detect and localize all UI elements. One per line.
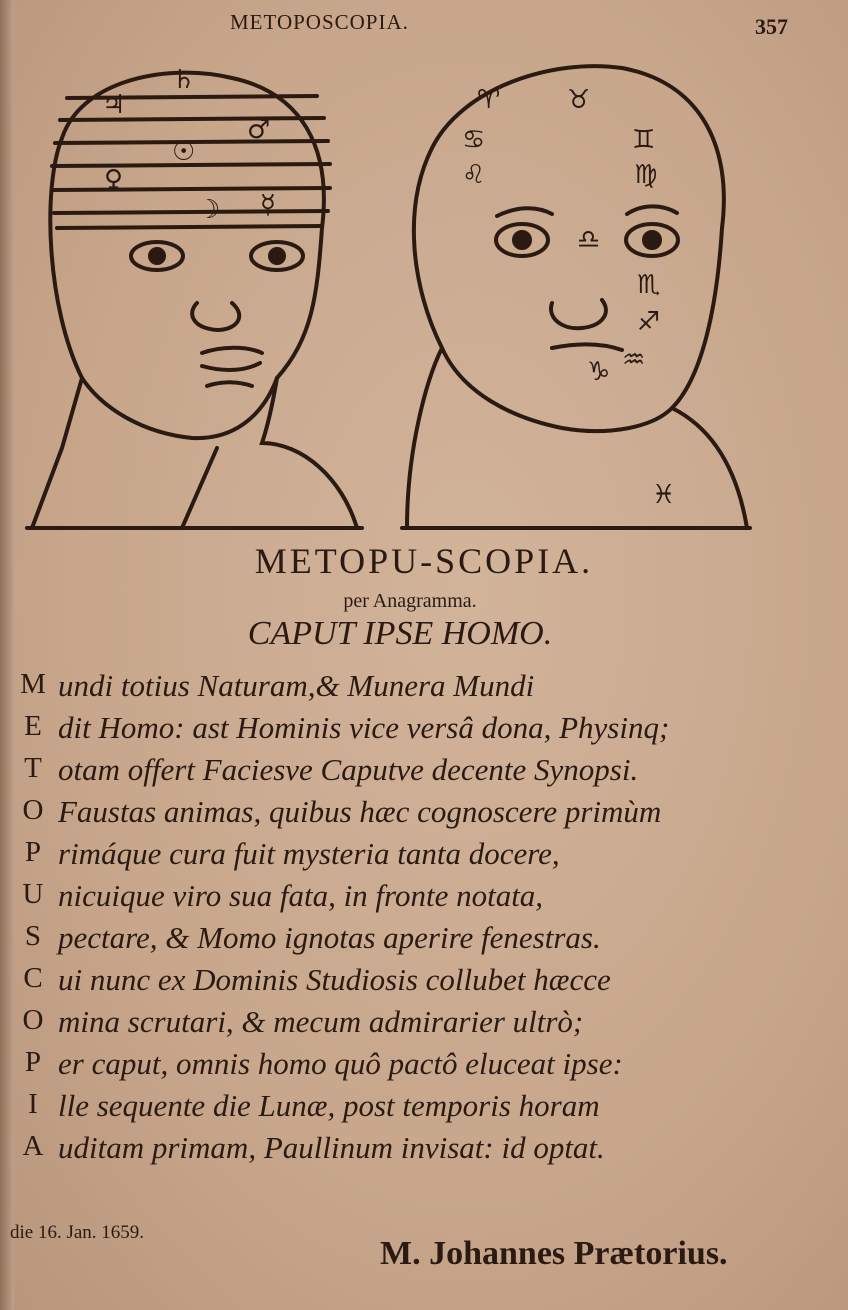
taurus-symbol: ♉ <box>567 85 591 115</box>
leo-symbol: ♌ <box>462 160 486 190</box>
mercury-symbol: ☿ <box>260 190 276 220</box>
acrostic-letter: A <box>22 1130 44 1162</box>
plate-subtitle: per Anagramma. <box>343 590 477 612</box>
pisces-symbol: ♓ <box>652 480 676 510</box>
right-head-drawing <box>402 66 750 528</box>
gemini-symbol: ♊ <box>632 125 656 155</box>
woodcut-illustration <box>22 48 762 548</box>
anagram-line: CAPUT IPSE HOMO. <box>247 615 553 652</box>
acrostic-letter: E <box>24 710 42 742</box>
verse-line: otam offert Faciesve Caputve decente Synopsi. <box>58 752 639 787</box>
mars-symbol: ♂ <box>247 115 271 145</box>
author-signature: M. Johannes Prætorius. <box>380 1235 728 1272</box>
verse-line: pectare, & Momo ignotas aperire fenestras. <box>58 920 601 955</box>
acrostic-letter: M <box>20 668 46 700</box>
acrostic-letter: O <box>22 794 44 826</box>
jupiter-symbol: ♃ <box>102 90 126 120</box>
venus-symbol: ♀ <box>104 165 124 195</box>
acrostic-letter: P <box>24 1046 42 1078</box>
saturn-symbol: ♄ <box>172 65 196 95</box>
verse-line: ui nunc ex Dominis Studiosis collubet hæcce <box>58 962 611 997</box>
verse-line: lle sequente die Lunæ, post temporis horam <box>58 1088 600 1123</box>
sagittarius-symbol: ♐ <box>637 307 661 337</box>
sun-symbol: ☉ <box>172 137 196 167</box>
acrostic-letter: T <box>24 752 42 784</box>
verse-line: mina scrutari, & mecum admirarier ultrò; <box>58 1004 584 1039</box>
verse-line: uditam primam, Paullinum invisat: id optat. <box>58 1130 605 1165</box>
acrostic-letter: O <box>22 1004 44 1036</box>
acrostic-letter: U <box>22 878 44 910</box>
verse-line: rimáque cura fuit mysteria tanta docere, <box>58 836 560 871</box>
moon-symbol: ☽ <box>197 195 221 225</box>
acrostic-letter: S <box>24 920 42 952</box>
capricorn-symbol: ♑ <box>587 357 611 387</box>
acrostic-letter: P <box>24 836 42 868</box>
verse-line: nicuique viro sua fata, in fronte notata, <box>58 878 544 913</box>
plate-title: METOPU-SCOPIA. <box>254 541 594 581</box>
verse-line: er caput, omnis homo quô pactô eluceat ipse: <box>58 1046 623 1081</box>
verse-line: undi totius Naturam,& Munera Mundi <box>58 668 535 703</box>
scorpio-symbol: ♏ <box>637 270 661 300</box>
running-head: METOPOSCOPIA. <box>230 10 409 34</box>
cancer-symbol: ♋ <box>462 125 486 155</box>
page-gutter <box>0 0 14 1310</box>
libra-symbol: ♎ <box>577 225 601 255</box>
date-note: die 16. Jan. 1659. <box>10 1222 145 1243</box>
verse-line: dit Homo: ast Hominis vice versâ dona, Physinq; <box>58 710 670 745</box>
aries-symbol: ♈ <box>477 85 501 115</box>
page-number: 357 <box>755 14 788 39</box>
verse-line: Faustas animas, quibus hæc cognoscere primùm <box>58 794 662 829</box>
acrostic-letter: C <box>23 962 43 994</box>
acrostic-letter: I <box>28 1088 38 1120</box>
virgo-symbol: ♍ <box>634 160 658 190</box>
aquarius-symbol: ♒ <box>622 345 646 375</box>
